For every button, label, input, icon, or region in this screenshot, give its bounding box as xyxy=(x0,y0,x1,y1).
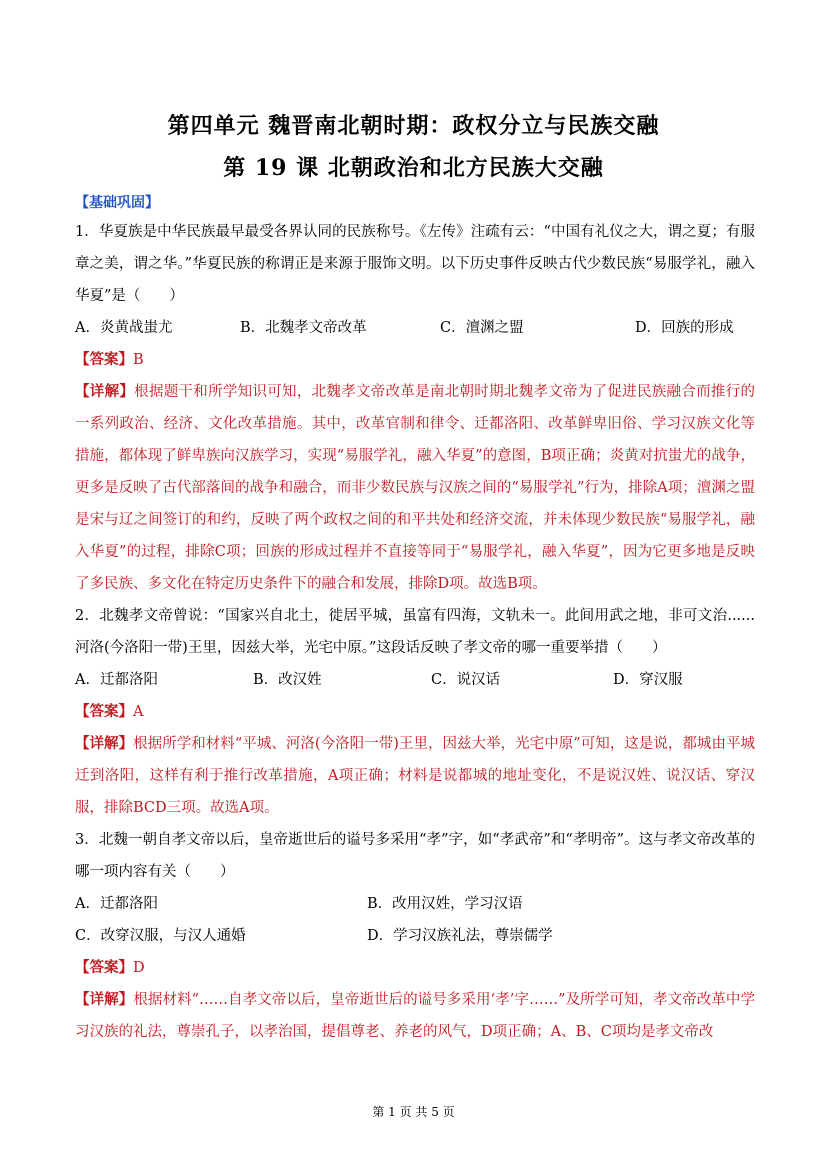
options-row xyxy=(75,920,755,952)
option-d: D．穿汉服 xyxy=(613,672,683,688)
question-1 xyxy=(75,216,755,600)
unit-title: 第四单元 魏晋南北朝时期：政权分立与民族交融 xyxy=(167,113,660,139)
question-stem: 3．北魏一朝自孝文帝以后，皇帝逝世后的谥号多采用“孝”字，如“孝武帝”和“孝明帝”。这与孝文帝改革的哪一项内容有关（ ） xyxy=(75,832,755,880)
content xyxy=(75,192,755,1048)
option-c: C．澶渊之盟 xyxy=(440,320,524,336)
lesson-title: 第 19 课 北朝政治和北方民族大交融 xyxy=(223,155,604,181)
question-stem: 1．华夏族是中华民族最早最受各界认同的民族称号。《左传》注疏有云：“中国有礼仪之大，谓之夏；有服章之美，谓之华。”华夏民族的称谓正是来源于服饰文明。以下历史事件反映古代少数民族“易服学礼，融入华夏”是（ ） xyxy=(75,224,755,304)
question-2 xyxy=(75,600,755,824)
option-d: D．学习汉族礼法，尊崇儒学 xyxy=(367,928,553,944)
option-a: A．炎黄战蚩尤 xyxy=(75,320,173,336)
option-a: A．迁都洛阳 xyxy=(75,896,158,912)
answer xyxy=(75,344,755,376)
option-c: C．改穿汉服，与汉人通婚 xyxy=(75,928,246,944)
explain-text: 根据材料“……自孝文帝以后，皇帝逝世后的谥号多采用‘孝’字……”及所学可知，孝文帝改革中学习汉族的礼法，尊崇孔子，以孝治国，提倡尊老、养老的风气，D项正确；A、B、C项均是孝文帝改 xyxy=(75,992,756,1040)
explain-tag: 【详解】 xyxy=(75,735,134,752)
section-heading: 【基础巩固】 xyxy=(75,195,159,211)
answer-tag: 【答案】 xyxy=(75,703,133,720)
option-b: B．改用汉姓，学习汉语 xyxy=(367,896,523,912)
answer xyxy=(75,952,755,984)
answer-value: B xyxy=(133,352,144,368)
option-d: D．回族的形成 xyxy=(635,320,734,336)
answer xyxy=(75,696,755,728)
explain-tag: 【详解】 xyxy=(75,383,135,400)
explain-text: 根据题干和所学知识可知，北魏孝文帝改革是南北朝时期北魏孝文帝为了促进民族融合而推行的一系列政治、经济、文化改革措施。其中，改革官制和律令、迁都洛阳、改革鲜卑旧俗、学习汉族文化等措施，都体现了鲜卑族向汉族学习，实现“易服学礼，融入华夏”的意图，B项正确；炎黄对抗蚩尤的战争，更多是反映了古代部落间的战争和融合，而非少数民族与汉族之间的“易服学礼”行为，排除A项；澶渊之盟是宋与辽之间签订的和约，反映了两个政权之间的和平共处和经济交流，并未体现少数民族“易服学礼，融入华夏”的过程，排除C项；回族的形成过程并不直接等同于“易服学礼，融入华夏”，因为它更多地是反映了多民族、多文化在特定历史条件下的融合和发展，排除D项。故选B项。 xyxy=(75,384,755,592)
explanation xyxy=(75,728,755,824)
question-3 xyxy=(75,824,755,1048)
answer-value: D xyxy=(133,960,145,976)
option-a: A．迁都洛阳 xyxy=(75,672,158,688)
option-b: B．改汉姓 xyxy=(253,672,322,688)
explanation xyxy=(75,376,755,600)
explain-text: 根据所学和材料“平城、河洛(今洛阳一带)王里，因兹大举，光宅中原”可知，这是说，都城由平城迁到洛阳，这样有利于推行改革措施，A项正确；材料是说都城的地址变化，不是说汉姓、说汉话、穿汉服，排除BCD三项。故选A项。 xyxy=(75,736,756,816)
answer-tag: 【答案】 xyxy=(75,351,133,368)
options-row xyxy=(75,664,755,696)
question-stem: 2．北魏孝文帝曾说：“国家兴自北土，徙居平城，虽富有四海，文轨未一。此间用武之地，非可文治......河洛(今洛阳一带)王里，因兹大举，光宅中原。”这段话反映了孝文帝的哪一重要举措（ ） xyxy=(75,608,755,656)
page-footer: 第 1 页 共 5 页 xyxy=(372,1105,455,1119)
option-c: C．说汉话 xyxy=(431,672,501,688)
option-b: B．北魏孝文帝改革 xyxy=(240,320,367,336)
options-row xyxy=(75,888,755,920)
options-row xyxy=(75,312,755,344)
explanation xyxy=(75,984,755,1048)
answer-value: A xyxy=(133,704,144,720)
answer-tag: 【答案】 xyxy=(75,959,133,976)
explain-tag: 【详解】 xyxy=(75,991,134,1008)
